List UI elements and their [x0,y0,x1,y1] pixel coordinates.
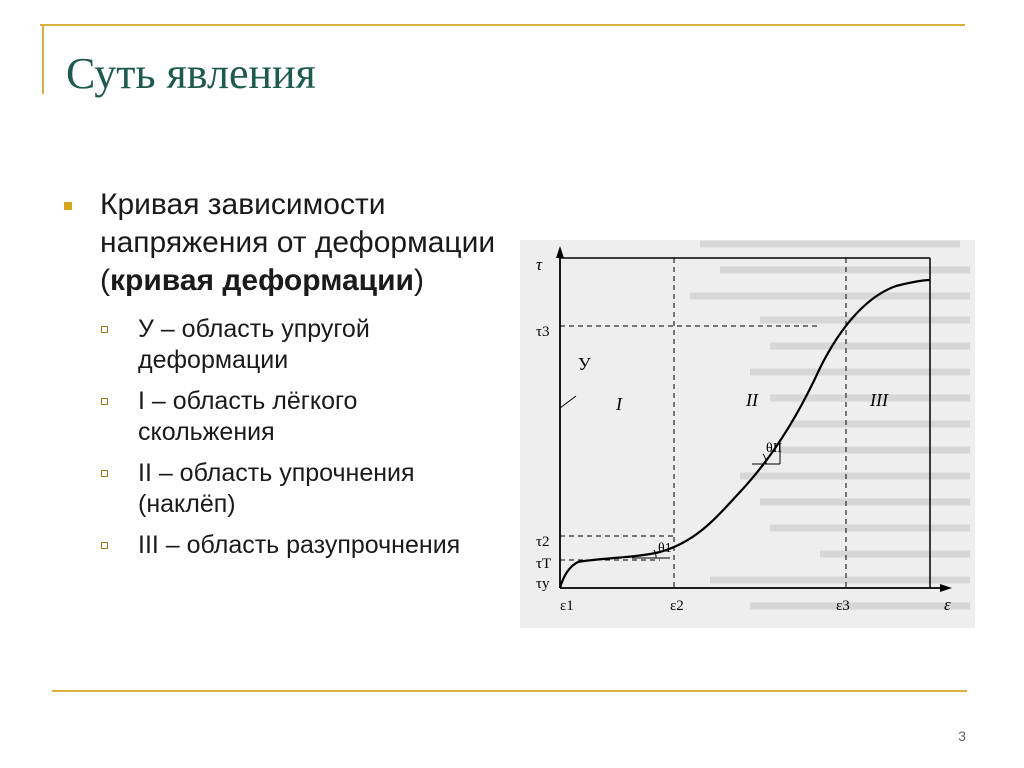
page-number: 3 [958,728,966,744]
sub-bullet-square-icon [101,470,108,477]
angle-label-thetaII: θII [766,441,783,456]
sub-bullet-text: II – область упрочнения (наклёп) [138,459,415,518]
slide-title: Суть явления [66,49,316,98]
tick-tau3: τ3 [536,324,550,340]
sub-bullet-square-icon [101,398,108,405]
region-label-I: I [616,394,622,414]
main-bullet-bold-term: кривая деформации [110,264,414,297]
sub-bullet-square-icon [101,542,108,549]
sub-bullet-text: III – область разупрочнения [138,531,461,559]
tick-tau2: τ2 [536,534,550,550]
main-bullet-text [100,188,495,297]
stress-strain-figure [520,240,975,628]
region-label-III: III [870,390,888,410]
sub-bullet-easy-glide [100,386,498,448]
angle-label-theta1: θ1 [658,541,672,556]
tick-epsilon3: ε3 [836,598,850,614]
region-label-II: II [746,390,758,410]
elastic-region-pointer [560,396,576,408]
x-axis-arrow-icon [940,584,952,592]
y-axis-label: τ [536,255,543,274]
main-bullet [58,186,498,561]
sub-bullet-text: У – область упругой деформации [138,315,370,374]
sub-bullet-text: I – область лёгкого скольжения [138,387,358,446]
bullet-list [58,186,498,571]
scan-background-text [690,244,970,606]
sub-bullet-list [100,314,498,561]
bullet-square-icon [64,202,72,210]
title-frame-top-line [40,24,965,26]
tick-epsilon1: ε1 [560,598,574,614]
tick-tauT: τT [536,556,552,572]
tick-tauy: τy [536,576,550,592]
footer-line [52,690,967,692]
x-axis-label: ε [944,595,951,614]
tick-epsilon2: ε2 [670,598,684,614]
region-label-elastic: У [578,354,591,374]
sub-bullet-square-icon [101,326,108,333]
main-bullet-text-end: ) [414,264,424,297]
stress-strain-diagram [520,240,975,628]
sub-bullet-elastic [100,314,498,376]
y-axis-arrow-icon [556,246,564,258]
main-bullet-text-start: Кривая зависимости напряжения от деформации ( [100,188,496,297]
sub-bullet-softening [100,530,498,561]
sub-bullet-hardening [100,458,498,520]
title-frame-left-line [42,24,44,94]
